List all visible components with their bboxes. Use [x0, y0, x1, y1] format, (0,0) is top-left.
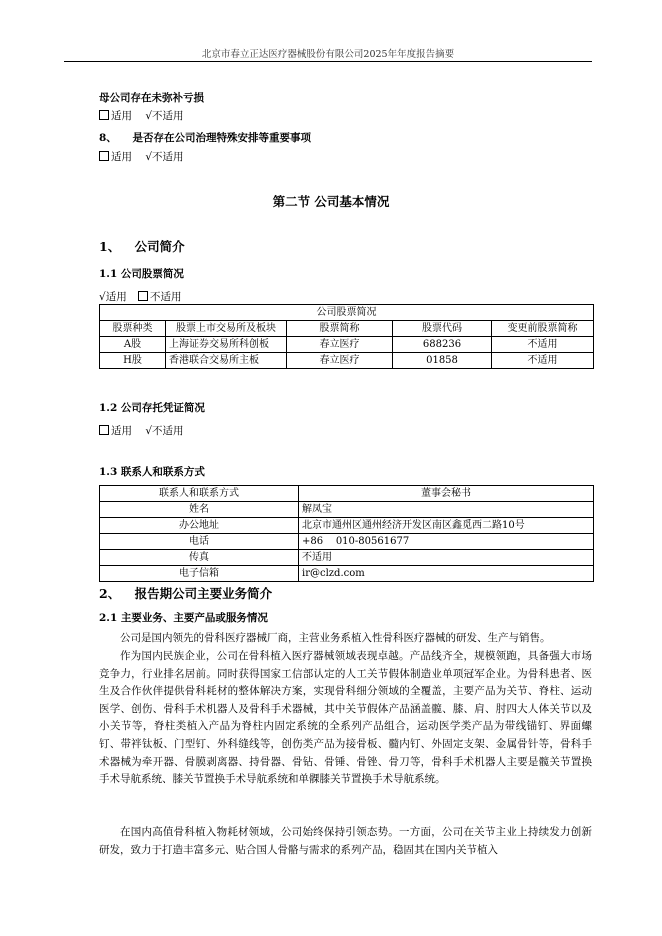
- option-applicable: 适用: [111, 151, 132, 163]
- table-cell: 办公地址: [100, 518, 299, 534]
- checkbox-unchecked-icon: [138, 291, 148, 301]
- header-rule: [64, 61, 592, 62]
- table-cell: 解凤宝: [299, 502, 594, 518]
- item8-title: 是否存在公司治理特殊安排等重要事项: [132, 132, 311, 144]
- depositary-options: [99, 423, 184, 438]
- table-row: [100, 337, 594, 353]
- table-cell: 春立医疗: [287, 353, 393, 369]
- option-applicable: √适用: [99, 291, 127, 303]
- contacts-table: [99, 485, 594, 582]
- table-cell: 姓名: [100, 502, 299, 518]
- table-cell: 电话: [100, 534, 299, 550]
- table-cell: 688236: [393, 337, 492, 353]
- table-cell: ir@clzd.com: [299, 566, 594, 582]
- table-cell: 不适用: [299, 550, 594, 566]
- table-cell: H股: [100, 353, 166, 369]
- table-cell: 上海证券交易所科创板: [166, 337, 287, 353]
- paragraph: 作为国内民族企业，公司在骨科植入医疗器械领域表现卓越。产品线齐全，规模领跑，具备强大市场竞争力，行业排名居前。同时获得国家工信部认定的人工关节假体制造业单项冠军企业。为骨科患者、医生及合作伙伴提供骨科耗材的整体解决方案，实现骨科细分领域的全覆盖，主要产品为关节、脊柱、运动医学、创伤、骨科手术机器人及骨科手术器械，其中关节假体产品涵盖髋、膝、肩、肘四大人体关节以及小关节等，脊柱类植入产品为脊柱内固定系统的全系列产品组合，运动医学类产品为带线锚钉、界面螺钉、带袢钛板、门型钉、外科缝线等，创伤类产品为接骨板、髓内钉、外固定支架、金属骨针等，骨科手术器械为牵开器、骨膜剥离器、持骨器、骨钻、骨锤、骨锉、骨刀等，骨科手术机器人主要是髋关节置换手术导航系统、膝关节置换手术导航系统和单髁膝关节置换手术导航系统。: [99, 650, 592, 786]
- parent-loss-options: [99, 108, 184, 123]
- option-not-applicable: √不适用: [145, 425, 184, 437]
- table-header-row: [100, 321, 594, 337]
- table-cell: 北京市通州区通州经济开发区南区鑫觅西二路10号: [299, 518, 594, 534]
- table-header-row: [100, 486, 594, 502]
- page-header: 北京市春立正达医疗器械股份有限公司2025年年度报告摘要: [201, 49, 455, 60]
- table-row: [100, 566, 594, 582]
- table-row: [100, 534, 594, 550]
- table-row: [100, 353, 594, 369]
- heading-text: 报告期公司主要业务简介: [134, 586, 273, 601]
- table-cell: +86 010-80561677: [299, 534, 594, 550]
- table-caption: 公司股票简况: [100, 305, 594, 321]
- column-header: 股票代码: [393, 321, 492, 337]
- option-applicable: 适用: [111, 110, 132, 122]
- option-not-applicable: √不适用: [145, 110, 184, 122]
- column-header: 变更前股票简称: [492, 321, 594, 337]
- stock-overview-table: [99, 304, 594, 369]
- table-cell: 传真: [100, 550, 299, 566]
- subheading-stock-overview: 1.1 公司股票简况: [99, 268, 184, 280]
- table-cell: A股: [100, 337, 166, 353]
- column-header: 联系人和联系方式: [100, 486, 299, 502]
- table-cell: 香港联合交易所主板: [166, 353, 287, 369]
- item8-number: 8、: [99, 132, 117, 144]
- item8-options: [99, 149, 184, 164]
- checkbox-unchecked-icon: [99, 425, 109, 435]
- item8-heading: [99, 130, 311, 145]
- table-row: [100, 518, 594, 534]
- parent-loss-title: 母公司存在未弥补亏损: [99, 92, 204, 104]
- column-header: 股票简称: [287, 321, 393, 337]
- heading-number: 2、: [99, 586, 121, 601]
- table-cell: 不适用: [492, 337, 594, 353]
- paragraph: 公司是国内领先的骨科医疗器械厂商，主营业务系植入性骨科医疗器械的研发、生产与销售。: [120, 632, 551, 644]
- table-caption-row: [100, 305, 594, 321]
- section-title: 第二节 公司基本情况: [272, 194, 390, 209]
- table-row: [100, 550, 594, 566]
- column-header: 董事会秘书: [299, 486, 594, 502]
- column-header: 股票种类: [100, 321, 166, 337]
- table-cell: 01858: [393, 353, 492, 369]
- subheading-depositary-receipts: 1.2 公司存托凭证简况: [99, 402, 205, 414]
- option-not-applicable: √不适用: [145, 151, 184, 163]
- table-cell: 不适用: [492, 353, 594, 369]
- subheading-main-products: 2.1 主要业务、主要产品或服务情况: [99, 612, 268, 624]
- stock-options: [99, 289, 182, 304]
- heading-number: 1、: [99, 239, 121, 254]
- checkbox-unchecked-icon: [99, 151, 109, 161]
- table-cell: 春立医疗: [287, 337, 393, 353]
- table-row: [100, 502, 594, 518]
- heading-text: 公司简介: [134, 239, 185, 254]
- option-not-applicable: 不适用: [150, 291, 182, 303]
- subheading-contacts: 1.3 联系人和联系方式: [99, 466, 205, 478]
- heading-main-business: [99, 584, 272, 602]
- option-applicable: 适用: [111, 425, 132, 437]
- heading-company-profile: [99, 237, 185, 255]
- column-header: 股票上市交易所及板块: [166, 321, 287, 337]
- table-cell: 电子信箱: [100, 566, 299, 582]
- checkbox-unchecked-icon: [99, 110, 109, 120]
- paragraph: 在国内高值骨科植入物耗材领域，公司始终保持引领态势。一方面，公司在关节主业上持续发力创新研发，致力于打造丰富多元、贴合国人骨骼与需求的系列产品，稳固其在国内关节植入: [99, 826, 592, 856]
